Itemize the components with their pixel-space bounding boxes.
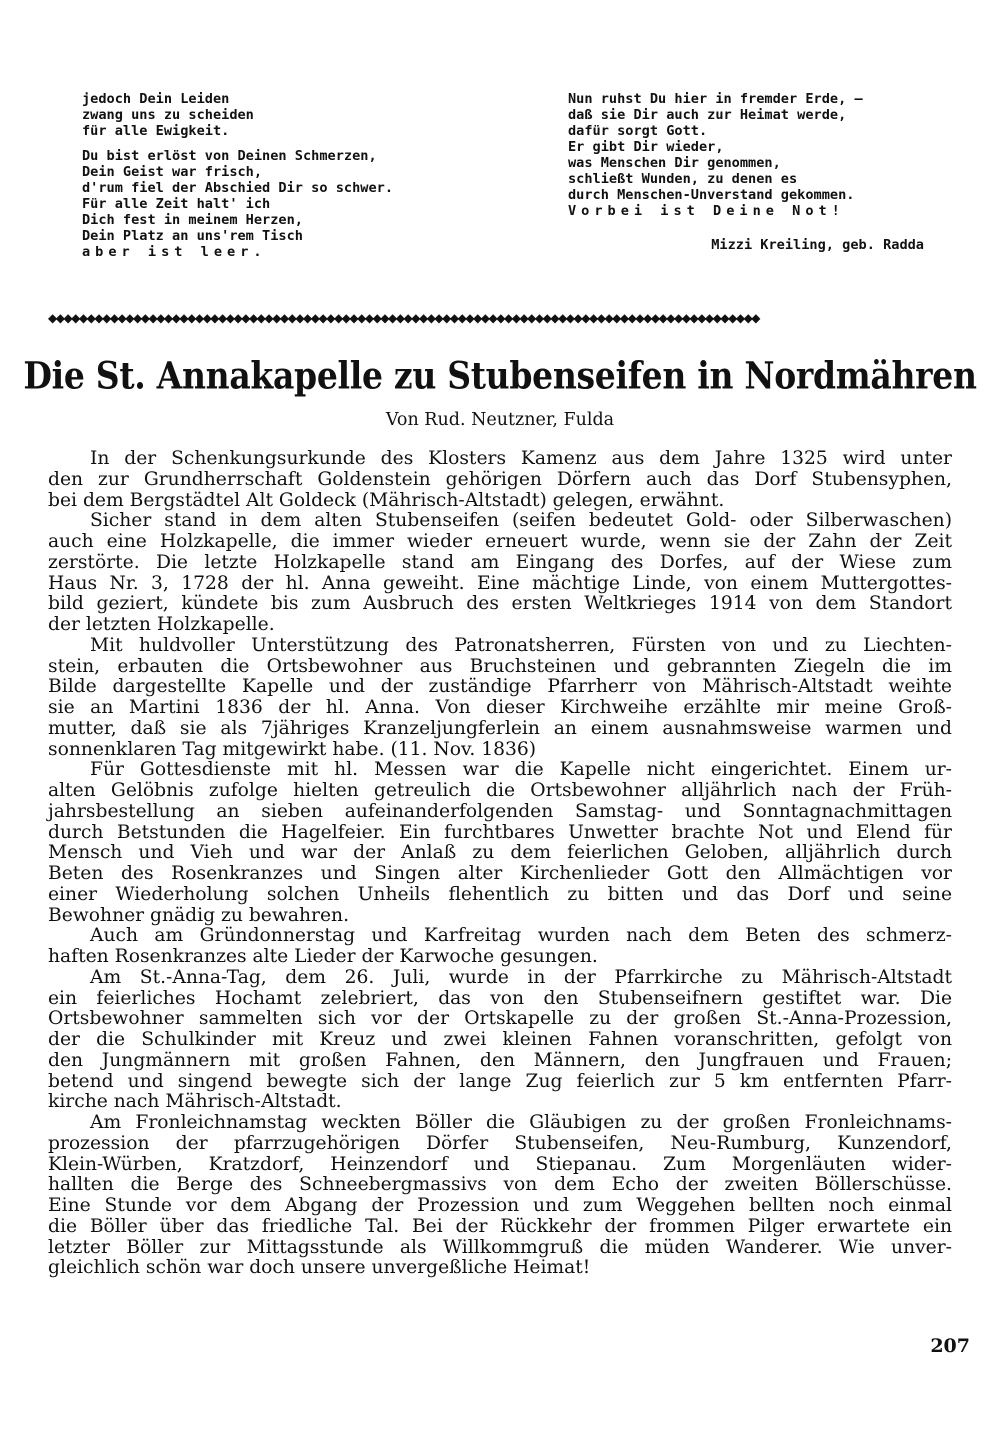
article-line: den Jungmännern mit großen Fahnen, den Männern, den Jungfrauen und Frauen;: [48, 1049, 952, 1071]
poem-line: für alle Ewigkeit.: [82, 123, 230, 139]
article-line: Bewohner gnädig zu bewahren.: [48, 904, 350, 926]
article-byline: Von Rud. Neutzner, Fulda: [385, 410, 615, 430]
article-line: kirche nach Mährisch-Altstadt.: [48, 1091, 342, 1113]
poem-line: zwang uns zu scheiden: [82, 107, 254, 123]
article-line: Mit huldvoller Unterstützung des Patronatsherren, Fürsten von und zu Liechten-: [90, 634, 952, 656]
article-line: bei dem Bergstädtel Alt Goldeck (Mährisch-Altstadt) gelegen, erwähnt.: [48, 489, 725, 511]
article-line: Sicher stand in dem alten Stubenseifen (seifen bedeutet Gold- oder Silberwaschen): [90, 510, 952, 532]
article-line: auch eine Holzkapelle, die immer wieder erneuert wurde, wenn sie der Zahn der Zeit: [48, 531, 952, 552]
article-line: Auch am Gründonnerstag und Karfreitag wurden nach dem Beten des schmerz-: [90, 925, 952, 947]
poem-stanza: [82, 148, 502, 260]
poem-line: Du bist erlöst von Deinen Schmerzen,: [82, 148, 377, 164]
article-line: prozession der pfarrzugehörigen Dörfer Stubenseifen, Neu-Rumburg, Kunzendorf,: [48, 1132, 952, 1154]
poem-line: Nun ruhst Du hier in fremder Erde, —: [568, 91, 863, 107]
article-line: Am Fronleichnamstag weckten Böller die Gläubigen zu der großen Fronleichnams-: [90, 1112, 952, 1133]
article-line: ein feierliches Hochamt zelebriert, das von den Stubenseifnern gestiftet war. Die: [48, 987, 952, 1009]
article-line: zerstörte. Die letzte Holzkapelle stand am Eingang des Dorfes, auf der Wiese zum: [48, 551, 952, 573]
article-line: Klein-Würben, Kratzdorf, Heinzendorf und Stiepanau. Zum Morgenläuten wider-: [48, 1153, 952, 1175]
article-line: sie an Martini 1836 der hl. Anna. Von dieser Kirchweihe erzählte mir meine Groß-: [48, 697, 952, 718]
article-title: Die St. Annakapelle zu Stubenseifen in Nordmähren: [23, 353, 977, 398]
poem-left-column: [82, 91, 502, 260]
poem-author: Mizzi Kreiling, geb. Radda: [711, 237, 924, 253]
poem-line: daß sie Dir auch zur Heimat werde,: [568, 107, 847, 123]
poem-line: Dein Platz an uns'rem Tisch: [82, 228, 303, 244]
page-number: 207: [930, 1335, 970, 1357]
article-line: durch Betstunden die Hagelfeier. Ein furchtbares Unwetter brachte Not und Elend für: [48, 821, 952, 843]
article-line: Beten des Rosenkranzes und Singen alter Kirchenlieder Gott den Allmächtigen vor: [48, 863, 952, 884]
article-line: gleichlich schön war doch unsere unvergeßliche Heimat!: [48, 1257, 591, 1279]
article-line: betend und singend bewegte sich der lange Zug feierlich zur 5 km entfernten Pfarr-: [48, 1070, 952, 1092]
article-line: Bilde dargestellte Kapelle und der zuständige Pfarrherr von Mährisch-Altstadt weihte: [48, 676, 952, 698]
article-line: Am St.-Anna-Tag, dem 26. Juli, wurde in der Pfarrkirche zu Mährisch-Altstadt: [90, 966, 952, 988]
article-line: stein, erbauten die Ortsbewohner aus Bruchsteinen und gebrannten Ziegeln die im: [48, 655, 952, 677]
poem-line: Dich fest in meinem Herzen,: [82, 212, 303, 228]
article-line: Eine Stunde vor dem Abgang der Prozession und zum Weggehen bellten noch einmal: [48, 1195, 952, 1216]
poem-line: schließt Wunden, zu denen es: [568, 171, 798, 187]
article-line: sonnenklaren Tag mitgewirkt habe. (11. Nov. 1836): [48, 738, 537, 760]
poem-line-spaced: Vorbei ist Deine Not!: [568, 203, 845, 219]
poem-line: Für alle Zeit halt' ich: [82, 196, 271, 212]
diamond-ornament-divider: ◆◆◆◆◆◆◆◆◆◆◆◆◆◆◆◆◆◆◆◆◆◆◆◆◆◆◆◆◆◆◆◆◆◆◆◆◆◆◆◆◆◆◆◆◆◆◆◆◆◆◆◆◆◆◆◆◆◆◆◆◆◆◆◆◆◆◆◆◆◆◆◆◆◆◆◆◆◆◆◆◆◆◆◆◆◆◆◆◆◆◆◆: [48, 311, 760, 325]
article-line: einer Wiederholung solchen Unheils flehentlich zu bitten und das Dorf und seine: [48, 883, 952, 905]
article-line: die Böller über das friedliche Tal. Bei der Rückkehr der frommen Pilger erwartete ein: [48, 1215, 952, 1237]
article-line: Für Gottesdienste mit hl. Messen war die Kapelle nicht eingerichtet. Einem ur-: [90, 759, 952, 781]
article-line: den zur Grundherrschaft Goldenstein gehörigen Dörfern auch das Dorf Stubensyphen,: [48, 468, 952, 490]
article-line: Mensch und Vieh und war der Anlaß zu dem feierlichen Geloben, alljährlich durch: [48, 842, 952, 864]
article-line: alten Gelöbnis zufolge hielten getreulich die Ortsbewohner alljährlich nach der Früh-: [48, 780, 952, 801]
poem-right-column: [568, 91, 948, 219]
article-line: haften Rosenkranzes alte Lieder der Karwoche gesungen.: [48, 946, 598, 967]
poem-line: d'rum fiel der Abschied Dir so schwer.: [82, 180, 393, 196]
poem-stanza: [82, 91, 502, 139]
article-line: Ortsbewohner sammelten sich vor der Ortskapelle zu der großen St.-Anna-Prozession,: [48, 1008, 952, 1030]
article-body: [48, 449, 952, 1279]
article-line: bild geziert, kündete bis zum Ausbruch des ersten Weltkrieges 1914 von dem Standort: [48, 593, 952, 615]
poem-line: was Menschen Dir genommen,: [568, 155, 781, 171]
poem-line: durch Menschen-Unverstand gekommen.: [568, 187, 855, 203]
poem-line: Er gibt Dir wieder,: [568, 139, 724, 155]
poem-line: jedoch Dein Leiden: [82, 91, 230, 107]
article-line: Haus Nr. 3, 1728 der hl. Anna geweiht. Eine mächtige Linde, von einem Muttergottes-: [48, 572, 952, 594]
article-line: der die Schulkinder mit Kreuz und zwei kleinen Fahnen voranschritten, gefolgt von: [48, 1029, 952, 1050]
article-line: jahrsbestellung an sieben aufeinanderfolgenden Samstag- und Sonntagnachmittagen: [48, 800, 952, 822]
article-line: hallten die Berge des Schneebergmassivs von dem Echo der zweiten Böllerschüsse.: [48, 1174, 952, 1196]
poem-line-spaced: aber ist leer.: [82, 244, 267, 260]
poem-line: dafür sorgt Gott.: [568, 123, 708, 139]
poem-line: Dein Geist war frisch,: [82, 164, 263, 180]
article-line: mutter, daß sie als 7jähriges Kranzeljungferlein an einem ausnahmsweise warmen und: [48, 717, 952, 739]
article-line: In der Schenkungsurkunde des Klosters Kamenz aus dem Jahre 1325 wird unter: [90, 448, 952, 469]
article-line: der letzten Holzkapelle.: [48, 614, 275, 635]
article-line: letzter Böller zur Mittagsstunde als Willkommgruß die müden Wanderer. Wie unver-: [48, 1236, 952, 1258]
